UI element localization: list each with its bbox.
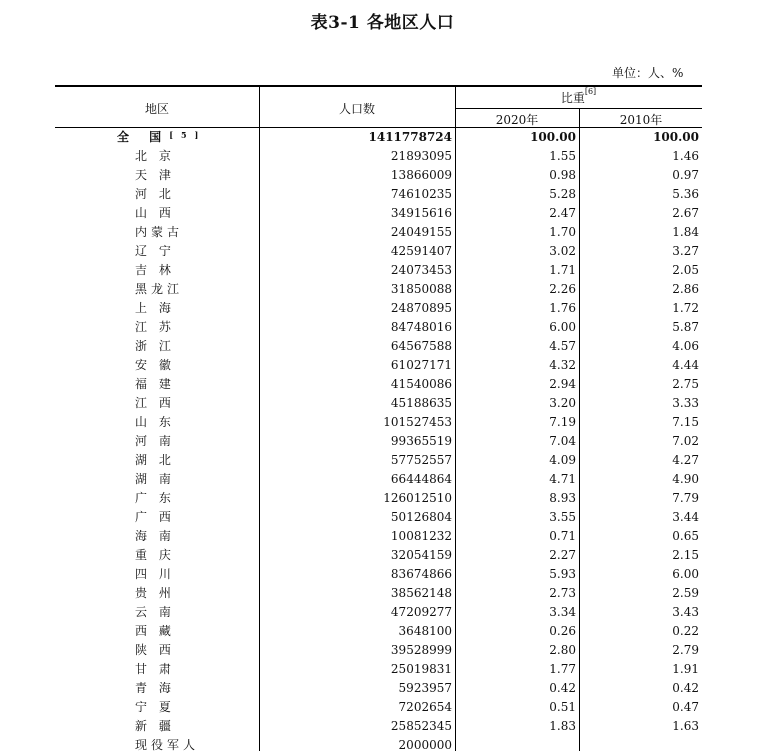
- table-row: [0, 204, 765, 223]
- ratio-2010-cell: 5.87: [672, 320, 699, 334]
- region-cell: 青 海: [135, 681, 175, 695]
- ratio-2020-cell: 4.32: [549, 358, 576, 372]
- population-cell: 21893095: [390, 149, 452, 163]
- population-cell: 50126804: [390, 510, 452, 524]
- region-cell: 现役军人: [135, 738, 200, 752]
- ratio-2020-cell: 1.55: [549, 149, 576, 163]
- ratio-2020-cell: 0.51: [549, 700, 576, 714]
- population-cell: 84748016: [390, 320, 452, 334]
- region-cell: 吉 林: [135, 263, 175, 277]
- ratio-2020-cell: 3.34: [549, 605, 576, 619]
- population-cell: 25019831: [390, 662, 452, 676]
- population-cell: 32054159: [390, 548, 452, 562]
- header-2020: 2020年: [495, 113, 539, 127]
- ratio-2020-cell: 0.98: [549, 168, 576, 182]
- table-row: [0, 584, 765, 603]
- ratio-2020-cell: 2.94: [549, 377, 576, 391]
- ratio-2010-cell: 0.97: [672, 168, 699, 182]
- region-cell: [117, 128, 237, 147]
- ratio-2020-cell: 2.47: [549, 206, 576, 220]
- table-row: [0, 679, 765, 698]
- ratio-2010-cell: 6.00: [672, 567, 699, 581]
- region-cell: 安 徽: [135, 358, 175, 372]
- ratio-2010-cell: 3.33: [672, 396, 699, 410]
- region-cell: 广 西: [135, 510, 175, 524]
- ratio-2010-cell: 4.90: [672, 472, 699, 486]
- table-row: [0, 223, 765, 242]
- ratio-2020-cell: 1.70: [549, 225, 576, 239]
- region-cell: 山 西: [135, 206, 175, 220]
- ratio-2010-cell: 4.27: [672, 453, 699, 467]
- ratio-2010-cell: 0.22: [672, 624, 699, 638]
- population-cell: 64567588: [390, 339, 452, 353]
- page-title: 表3-1 各地区人口: [310, 13, 455, 33]
- table-row: [0, 603, 765, 622]
- table-row: [0, 166, 765, 185]
- unit-label: 单位：人、%: [612, 66, 684, 80]
- region-cell: 新 疆: [135, 719, 175, 733]
- ratio-2010-cell: 4.44: [672, 358, 699, 372]
- table-row: [0, 394, 765, 413]
- ratio-2010-cell: 2.59: [672, 586, 699, 600]
- header-region: 地区: [144, 102, 169, 116]
- population-cell: 57752557: [390, 453, 452, 467]
- table-row: [0, 508, 765, 527]
- header-ratio-label: 比重: [560, 91, 585, 105]
- table-top-rule: [55, 85, 702, 87]
- population-cell: 5923957: [398, 681, 452, 695]
- region-cell: 黑龙江: [135, 282, 184, 296]
- table-row-total: [0, 128, 765, 147]
- table-row: [0, 736, 765, 755]
- header-2010: 2010年: [619, 113, 663, 127]
- ratio-2020-cell: 1.76: [549, 301, 576, 315]
- population-cell: 66444864: [390, 472, 452, 486]
- header-population: 人口数: [338, 102, 375, 116]
- ratio-2010-cell: 1.91: [672, 662, 699, 676]
- population-cell: 1411778724: [368, 130, 452, 144]
- population-cell: 61027171: [390, 358, 452, 372]
- region-cell: 四 川: [135, 567, 175, 581]
- population-cell: 47209277: [390, 605, 452, 619]
- region-cell: 江 西: [135, 396, 175, 410]
- ratio-2020-cell: 1.77: [549, 662, 576, 676]
- region-cell: 西 藏: [135, 624, 175, 638]
- table-row: [0, 527, 765, 546]
- ratio-2020-cell: 100.00: [530, 130, 576, 144]
- region-cell: 福 建: [135, 377, 175, 391]
- ratio-2020-cell: 2.73: [549, 586, 576, 600]
- ratio-2020-cell: 2.80: [549, 643, 576, 657]
- region-cell: 甘 肃: [135, 662, 175, 676]
- ratio-2020-cell: 6.00: [549, 320, 576, 334]
- table-row: [0, 356, 765, 375]
- table-row: [0, 546, 765, 565]
- population-cell: 13866009: [390, 168, 452, 182]
- ratio-2010-cell: 1.63: [672, 719, 699, 733]
- region-cell: 上 海: [135, 301, 175, 315]
- region-name: 全 国: [117, 130, 170, 144]
- ratio-2020-cell: 3.55: [549, 510, 576, 524]
- ratio-2010-cell: 7.02: [672, 434, 699, 448]
- region-cell: 山 东: [135, 415, 175, 429]
- table-row: [0, 318, 765, 337]
- ratio-2010-cell: 7.79: [672, 491, 699, 505]
- ratio-2010-cell: 3.27: [672, 244, 699, 258]
- ratio-2020-cell: 2.27: [549, 548, 576, 562]
- ratio-2010-cell: 3.44: [672, 510, 699, 524]
- table-row: [0, 451, 765, 470]
- ratio-2010-cell: 7.15: [672, 415, 699, 429]
- ratio-2010-cell: 1.72: [672, 301, 699, 315]
- region-cell: 内蒙古: [135, 225, 184, 239]
- population-cell: 24049155: [390, 225, 452, 239]
- ratio-2020-cell: 0.42: [549, 681, 576, 695]
- population-cell: 2000000: [398, 738, 452, 752]
- table-row: [0, 261, 765, 280]
- ratio-2020-cell: 0.26: [549, 624, 576, 638]
- ratio-2020-cell: 4.71: [549, 472, 576, 486]
- population-cell: 42591407: [390, 244, 452, 258]
- ratio-2020-cell: 4.09: [549, 453, 576, 467]
- region-cell: 宁 夏: [135, 700, 175, 714]
- population-cell: 83674866: [390, 567, 452, 581]
- ratio-2010-cell: 4.06: [672, 339, 699, 353]
- table-row: [0, 280, 765, 299]
- region-cell: 河 北: [135, 187, 175, 201]
- table-body: [0, 128, 765, 755]
- ratio-2010-cell: 2.15: [672, 548, 699, 562]
- population-cell: 99365519: [390, 434, 452, 448]
- table-row: [0, 375, 765, 394]
- ratio-2020-cell: 7.19: [549, 415, 576, 429]
- population-cell: 10081232: [390, 529, 452, 543]
- ratio-2020-cell: 3.20: [549, 396, 576, 410]
- table-row: [0, 413, 765, 432]
- table-row: [0, 470, 765, 489]
- table-row: [0, 147, 765, 166]
- population-cell: 101527453: [383, 415, 452, 429]
- region-cell: 湖 北: [135, 453, 175, 467]
- ratio-2020-cell: 0.71: [549, 529, 576, 543]
- population-cell: 3648100: [398, 624, 452, 638]
- region-cell: 辽 宁: [135, 244, 175, 258]
- table-row: [0, 698, 765, 717]
- ratio-2020-cell: 4.57: [549, 339, 576, 353]
- table-row: [0, 299, 765, 318]
- ratio-2010-cell: 3.43: [672, 605, 699, 619]
- population-cell: 7202654: [398, 700, 452, 714]
- population-cell: 34915616: [390, 206, 452, 220]
- region-cell: 广 东: [135, 491, 175, 505]
- footnote-marker: [5]: [169, 130, 207, 140]
- ratio-2010-cell: 0.47: [672, 700, 699, 714]
- table-row: [0, 432, 765, 451]
- ratio-2010-cell: 0.65: [672, 529, 699, 543]
- footnote-marker: [6]: [584, 87, 597, 96]
- region-cell: 云 南: [135, 605, 175, 619]
- population-cell: 41540086: [390, 377, 452, 391]
- ratio-2010-cell: 2.75: [672, 377, 699, 391]
- ratio-2010-cell: 2.67: [672, 206, 699, 220]
- population-cell: 24870895: [390, 301, 452, 315]
- table-row: [0, 337, 765, 356]
- ratio-2010-cell: 100.00: [653, 130, 699, 144]
- region-cell: 北 京: [135, 149, 175, 163]
- ratio-2010-cell: 2.79: [672, 643, 699, 657]
- population-cell: 24073453: [390, 263, 452, 277]
- population-cell: 25852345: [390, 719, 452, 733]
- region-cell: 贵 州: [135, 586, 175, 600]
- table-row: [0, 489, 765, 508]
- table-row: [0, 565, 765, 584]
- ratio-2020-cell: 2.26: [549, 282, 576, 296]
- region-cell: 江 苏: [135, 320, 175, 334]
- region-cell: 海 南: [135, 529, 175, 543]
- region-cell: 陕 西: [135, 643, 175, 657]
- ratio-2010-cell: 5.36: [672, 187, 699, 201]
- population-cell: 38562148: [390, 586, 452, 600]
- table-row: [0, 641, 765, 660]
- table-row: [0, 242, 765, 261]
- ratio-2020-cell: 5.93: [549, 567, 576, 581]
- ratio-2010-cell: 1.84: [672, 225, 699, 239]
- table-row: [0, 660, 765, 679]
- region-cell: 重 庆: [135, 548, 175, 562]
- table-row: [0, 622, 765, 641]
- ratio-2020-cell: 1.71: [549, 263, 576, 277]
- header-ratio: [455, 89, 702, 106]
- table-row: [0, 185, 765, 204]
- ratio-2010-cell: 2.05: [672, 263, 699, 277]
- ratio-2020-cell: 3.02: [549, 244, 576, 258]
- ratio-2020-cell: 1.83: [549, 719, 576, 733]
- table-row: [0, 717, 765, 736]
- region-cell: 湖 南: [135, 472, 175, 486]
- population-cell: 126012510: [383, 491, 452, 505]
- ratio-2010-cell: 0.42: [672, 681, 699, 695]
- region-cell: 河 南: [135, 434, 175, 448]
- region-cell: 天 津: [135, 168, 175, 182]
- population-cell: 39528999: [390, 643, 452, 657]
- ratio-2020-cell: 8.93: [549, 491, 576, 505]
- population-cell: 45188635: [390, 396, 452, 410]
- population-cell: 74610235: [390, 187, 452, 201]
- population-cell: 31850088: [390, 282, 452, 296]
- ratio-2020-cell: 5.28: [549, 187, 576, 201]
- ratio-2010-cell: 1.46: [672, 149, 699, 163]
- region-cell: 浙 江: [135, 339, 175, 353]
- ratio-2010-cell: 2.86: [672, 282, 699, 296]
- ratio-2020-cell: 7.04: [549, 434, 576, 448]
